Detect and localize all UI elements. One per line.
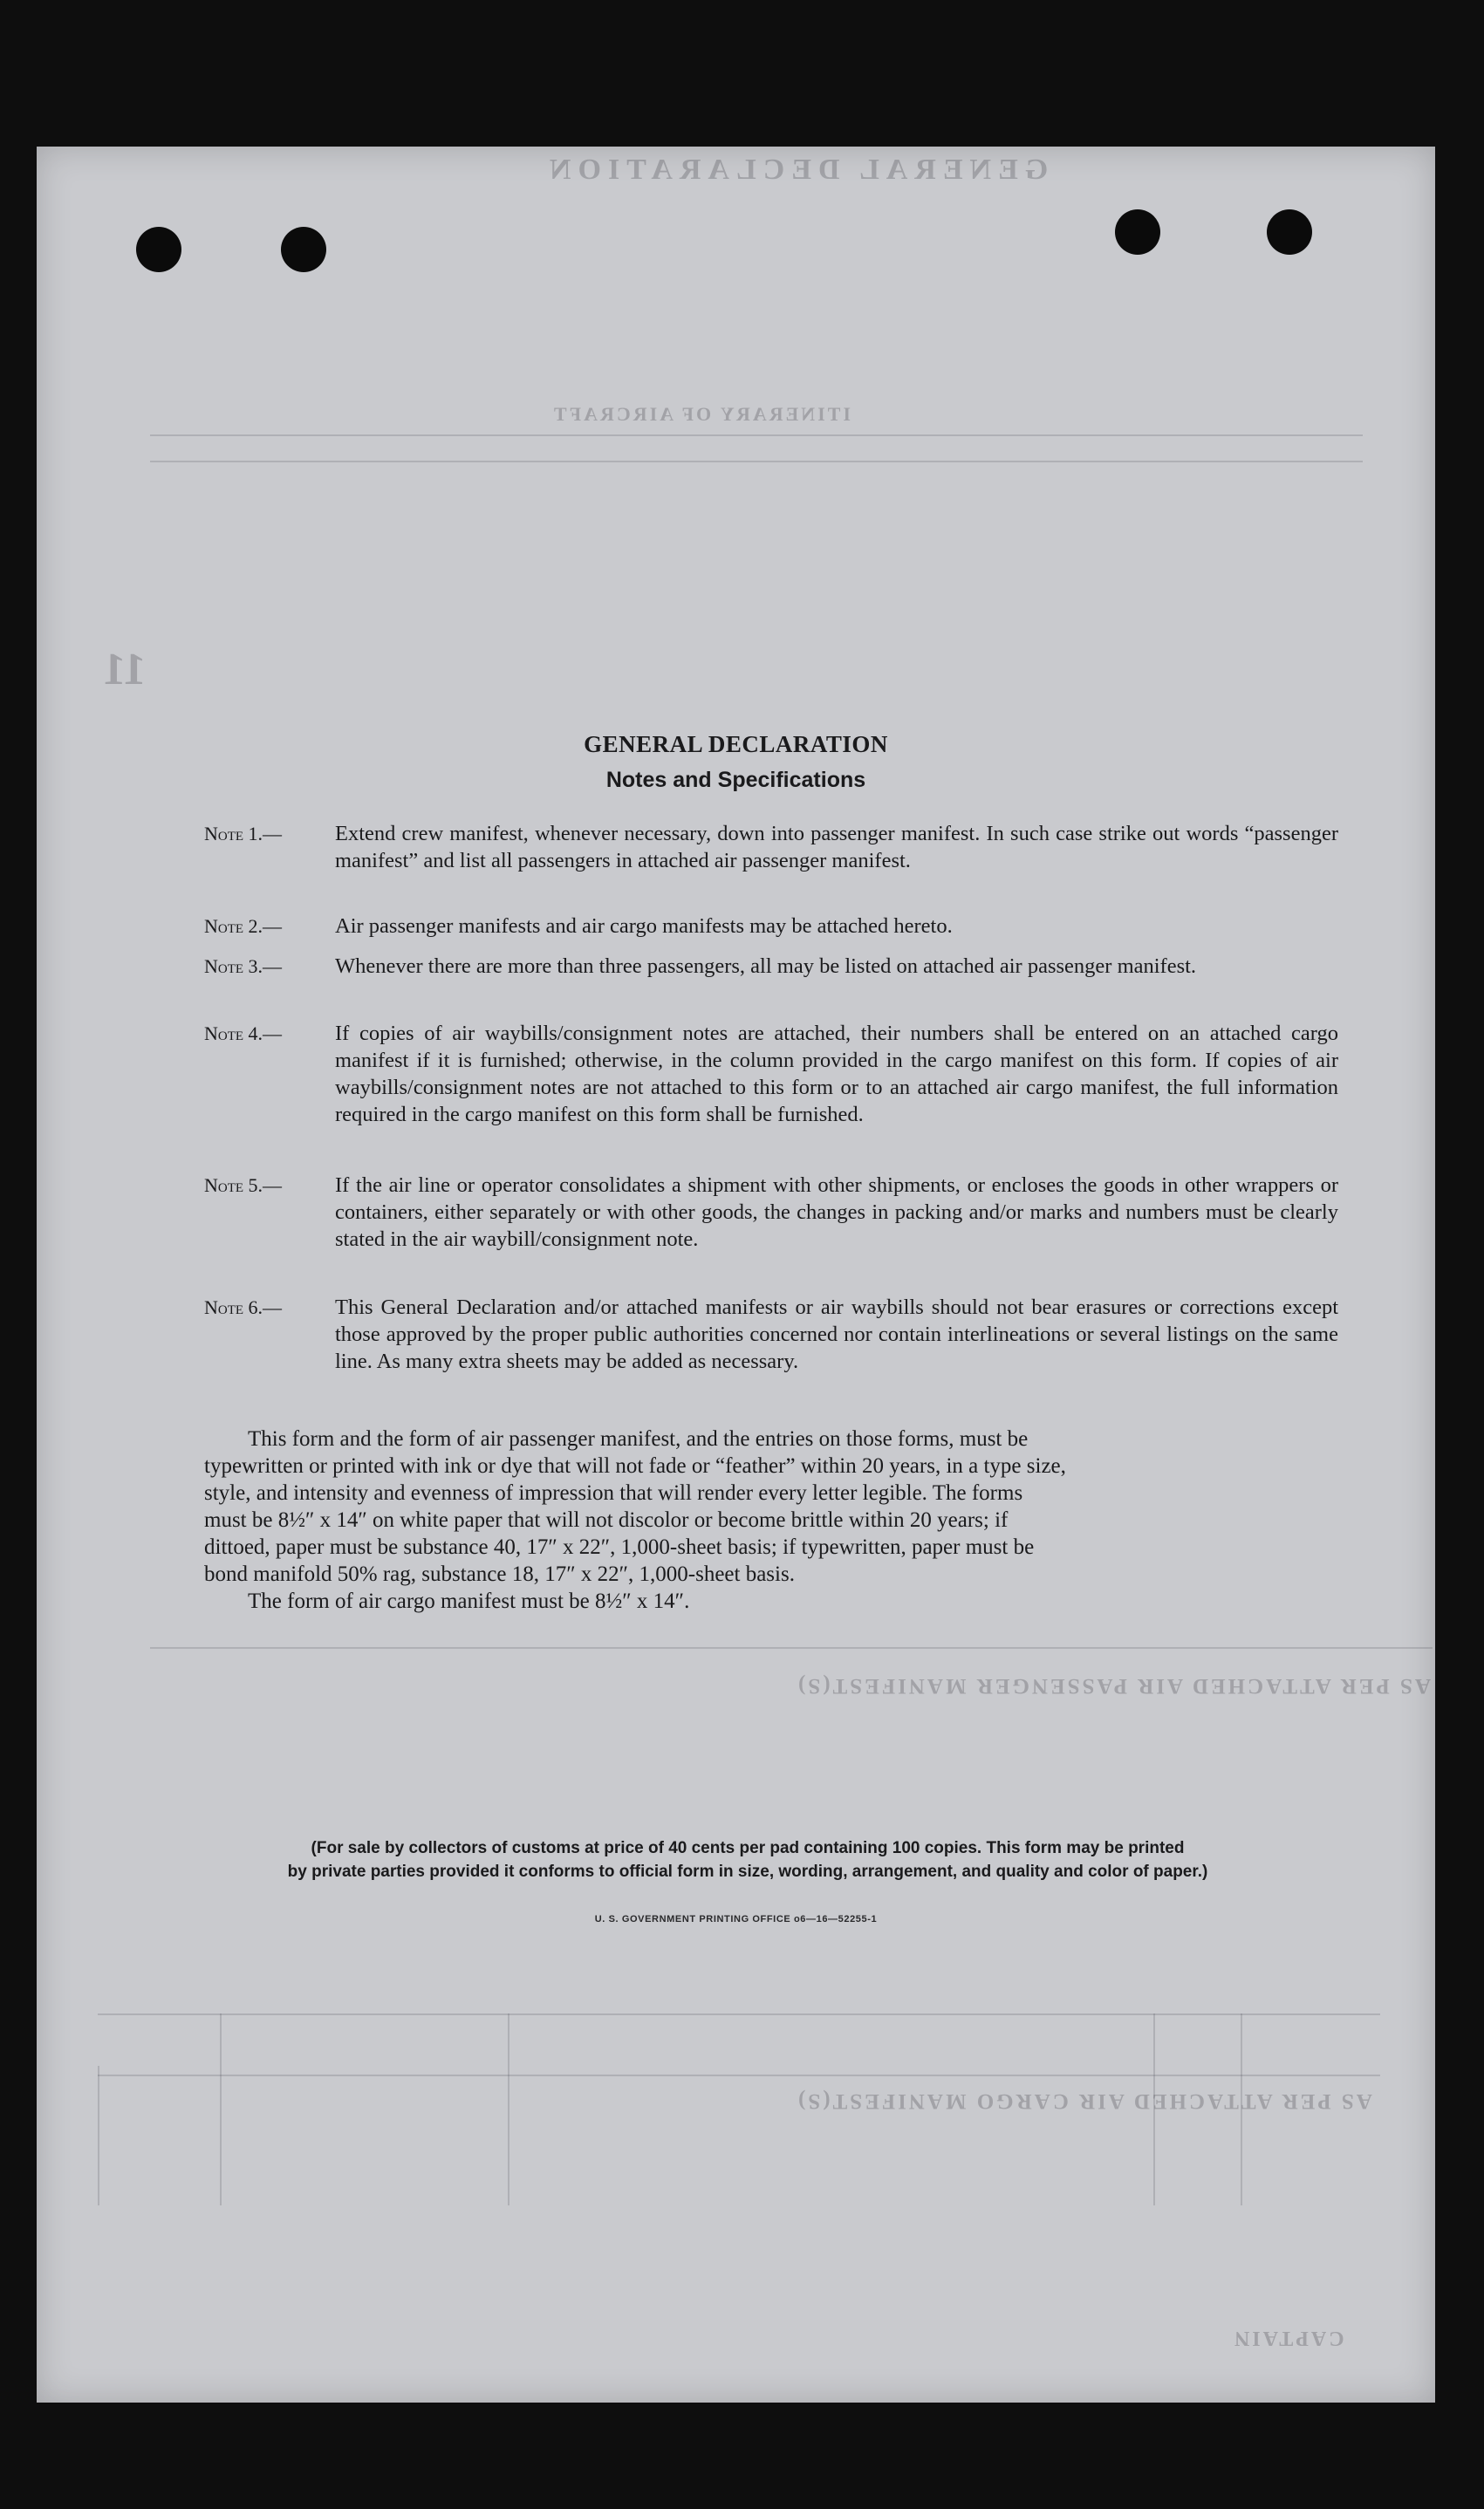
bleed-through-rule [150,461,1363,462]
sale-note-line: (For sale by collectors of customs at price of 40 cents per pad containing 100 copies. This form may be printed [311,1839,1185,1857]
cargo-form-size-line: The form of air cargo manifest must be 8½″ x 14″. [248,1589,690,1613]
note-label: Note 3.— [204,955,283,977]
bleed-through-rule [150,1647,1433,1649]
bleed-through-rule [508,2013,509,2205]
bleed-through-rule [98,2066,99,2205]
document-title: GENERAL DECLARATION [584,731,888,757]
printing-office-line: U. S. GOVERNMENT PRINTING OFFICE o6—16—52255-1 [594,1914,878,1924]
note-6 [204,1294,1338,1375]
note-text: This General Declaration and/or attached manifests or air waybills should not bear erasures or corrections except those approved by the proper public authorities concerned nor contain interlineations or several listings on the same line. As many extra sheets may be added as necessary. [335,1296,1338,1373]
note-text: Extend crew manifest, whenever necessary, down into passenger manifest. In such case strike out words “passenger manifest” and list all passengers in attached air passenger manifest. [335,822,1338,872]
sale-note-line: by private parties provided it conforms to official form in size, wording, arrangement, and quality and color of paper.) [287,1863,1208,1881]
bleed-through-rule [98,2075,1380,2076]
note-label: Note 1.— [204,823,283,844]
punch-hole-left-2 [281,227,326,272]
bleed-through-page-number: 11 [103,645,147,694]
note-label: Note 5.— [204,1174,283,1196]
bleed-through-rule [220,2013,222,2205]
bleed-through-captain: CAPTAIN [1232,2327,1344,2349]
note-1 [204,820,1338,874]
punch-hole-right-1 [1115,209,1160,255]
bleed-through-title: GENERAL DECLARATION [543,154,1049,186]
note-text: Air passenger manifests and air cargo manifests may be attached hereto. [335,914,953,938]
note-text: Whenever there are more than three passengers, all may be listed on attached air passenger manifest. [335,954,1197,978]
paragraph-line: must be 8½″ x 14″ on white paper that will not discolor or become brittle within 20 years; if [204,1508,1009,1532]
bleed-through-passenger-heading: AS PER ATTACHED AIR PASSENGER MANIFEST(S) [796,1674,1431,1698]
bleed-through-itinerary: ITINERARY OF AIRCRAFT [551,403,851,425]
paragraph-line: bond manifold 50% rag, substance 18, 17″ x 22″, 1,000-sheet basis. [204,1562,795,1586]
bleed-through-cargo-heading: AS PER ATTACHED AIR CARGO MANIFEST(S) [796,2089,1372,2113]
bleed-through-rule [1153,2013,1155,2205]
note-4 [204,1020,1338,1128]
note-label: Note 4.— [204,1022,283,1044]
note-text: If copies of air waybills/consignment notes are attached, their numbers shall be entered on an attached cargo manifest if it is furnished; otherwise, in the column provided in the cargo manifest on this form. If copies of air waybills/consignment notes are not attached to this form or to an attached air cargo manifest, the full information required in the cargo manifest on this form shall be furnished. [335,1022,1338,1126]
paragraph-line: This form and the form of air passenger manifest, and the entries on those forms, must be [248,1427,1029,1451]
paragraph-line: typewritten or printed with ink or dye that will not fade or “feather” within 20 years, in a type size, [204,1454,1066,1478]
bleed-through-rule [98,2013,1380,2015]
note-label: Note 6.— [204,1296,283,1318]
note-text: If the air line or operator consolidates a shipment with other shipments, or encloses the goods in other wrappers or containers, either separately or with other goods, the changes in packing and/or marks and numbers must be clearly stated in the air waybill/consignment note. [335,1173,1338,1251]
paragraph-line: style, and intensity and evenness of impression that will render every letter legible. The forms [204,1481,1023,1505]
note-5 [204,1172,1338,1253]
paragraph-line: dittoed, paper must be substance 40, 17″ x 22″, 1,000-sheet basis; if typewritten, paper must be [204,1535,1035,1559]
note-label: Note 2.— [204,915,283,937]
bleed-through-rule [150,434,1363,436]
document-subtitle: Notes and Specifications [605,768,866,792]
punch-hole-right-2 [1267,209,1312,255]
punch-hole-left-1 [136,227,181,272]
document-page [37,147,1435,2403]
note-2 [204,913,1338,940]
form-requirements-paragraph [204,1425,1338,1615]
bleed-through-rule [1241,2013,1242,2205]
note-3 [204,953,1338,980]
sale-note [168,1836,1328,1883]
